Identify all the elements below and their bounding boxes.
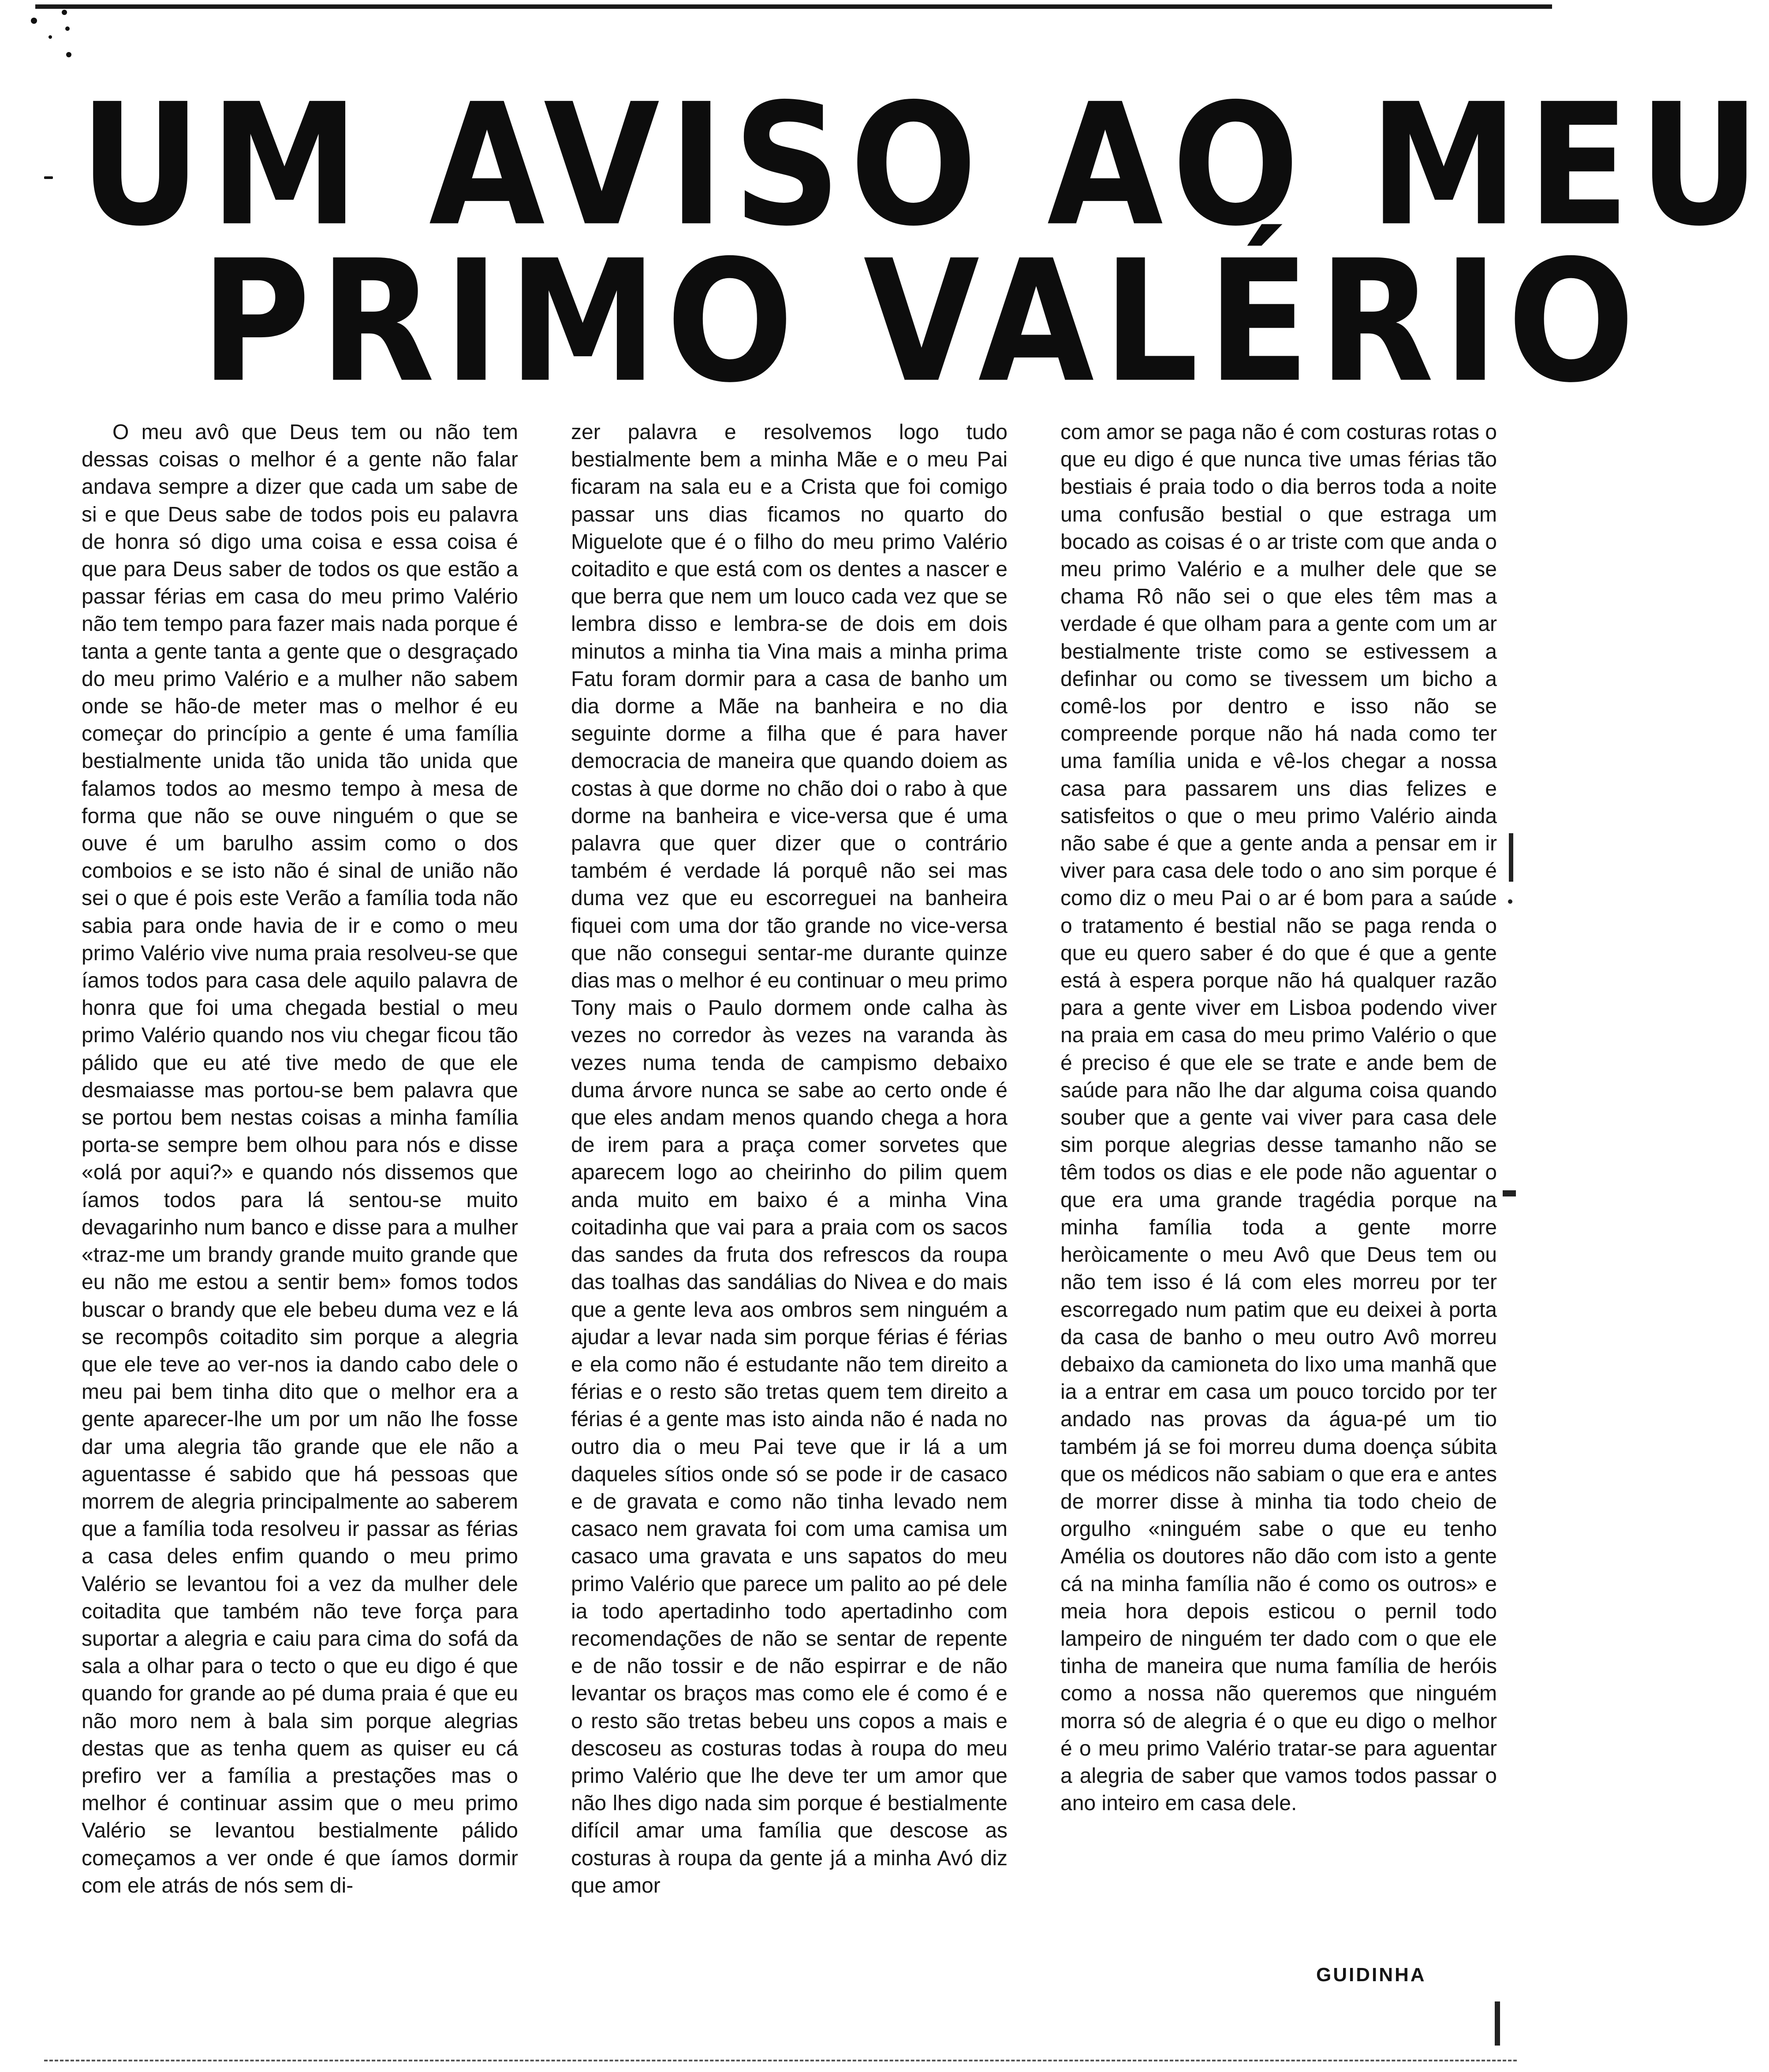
bottom-border-rule	[44, 2060, 1517, 2063]
print-speck	[44, 176, 53, 179]
headline-line-1: UM AVISO AO MEU	[79, 67, 1769, 264]
print-speck	[49, 35, 52, 39]
print-speck	[66, 52, 71, 57]
top-border-rule	[35, 4, 1552, 9]
article-column-2	[571, 419, 1008, 2028]
column-1-text: O meu avô que Deus tem ou não tem dessas coisas o melhor é a gente não falar andava sempre a dizer que cada um sabe de si e que Deus sabe de todos pois eu palavra de honra só digo uma coisa e essa coisa é que para Deus saber de todos os que estão a passar férias em casa do meu primo Valério não tem tempo para fazer mais nada porque é tanta a gente tanta a gente que o desgraçado do meu primo Valério e a mulher não sabem onde se hão-de meter mas o melhor é eu começar do princípio a gente é uma família bestialmente unida tão unida tão unida que falamos todos ao mesmo tempo à mesa de forma que não se ouve ninguém o que se ouve é um barulho assim como o dos comboios e se isto não é sinal de união não sei o que é pois este Verão a família toda não sabia para onde havia de ir e como o meu primo Valério vive numa praia resolveu-se que íamos todos para casa dele aquilo palavra de honra que foi uma chegada bestial o meu primo Valério quando nos viu chegar ficou tão pálido que eu até tive medo de que ele desmaiasse mas portou-se bem palavra que se portou bem nestas coisas a minha família porta-se sempre bem olhou para nós e disse «olá por aqui?» e quando nós dissemos que íamos todos para lá sentou-se muito devagarinho num banco e disse para a mulher «traz-me um brandy grande muito grande que eu não me estou a sentir bem» fomos todos buscar o brandy que ele bebeu duma vez e lá se recompôs coitadito sim porque a alegria que ele teve ao ver-nos ia dando cabo dele o meu pai bem tinha dito que o melhor era a gente aparecer-lhe um por um não lhe fosse dar uma alegria tão grande que ele não a aguentasse é sabido que há pessoas que morrem de alegria principalmente ao saberem que a família toda resolveu ir passar as férias a casa deles enfim quando o meu primo Valério se levantou foi a vez da mulher dele coitadita que também não teve força para suportar a alegria e caiu para cima do sofá da sala a olhar para o tecto o que eu digo é que quando for grande ao pé duma praia é que eu não moro nem à bala sim porque alegrias destas que as tenha quem as quiser eu cá prefiro ver a família a prestações mas o melhor é continuar assim que o meu primo Valério se levantou bestialmente pálido começamos a ver onde é que íamos dormir com ele atrás de nós sem di-	[82, 421, 518, 1897]
column-3-text: com amor se paga não é com costuras rotas o que eu digo é que nunca tive umas férias tão bestiais é praia todo o dia berros toda a noite uma confusão bestial o que estraga um bocado as coisas é o ar triste com que anda o meu primo Valério e a mulher dele que se chama Rô não sei o que eles têm mas a verdade é que olham para a gente com um ar bestialmente triste como se estivessem a definhar ou como se tivessem um bicho a comê-los por dentro e isso não se compreende porque não há nada como ter uma família unida e vê-los chegar a nossa casa para passarem uns dias felizes e satisfeitos o que o meu primo Valério ainda não sabe é que a gente anda a pensar em ir viver para casa dele todo o ano sim porque é como diz o meu Pai o ar é bom para a saúde o tratamento é bestial não se paga renda o que eu quero saber é do que é que a gente está à espera porque não há qualquer razão para a gente viver em Lisboa podendo viver na praia em casa do meu primo Valério o que é preciso é que ele se trate e ande bem de saúde para não lhe dar alguma coisa quando souber que a gente vai viver para casa dele sim porque alegrias desse tamanho não se têm todos os dias e ele pode não aguentar o que era uma grande tragédia porque na minha família toda a gente morre heròicamente o meu Avô que Deus tem ou não tem isso é lá com eles morreu por ter escorregado num patim que eu deixei à porta da casa de banho o meu outro Avô morreu debaixo da camioneta do lixo uma manhã que ia a entrar em casa um pouco torcido por ter andado nas provas da água-pé um tio também já se foi morreu duma doença súbita que os médicos não sabiam o que era e antes de morrer disse à minha tia todo cheio de orgulho «ninguém sabe o que eu tenho Amélia os doutores não dão com isto a gente cá na minha família não é como os outros» e meia hora depois esticou o pernil todo lampeiro de ninguém ter dado com o que ele tinha de maneira que numa família de heróis como a nossa não queremos que ninguém morra só de alegria é o que eu digo o melhor é o meu primo Valério tratar-se para aguentar a alegria de saber que vamos todos passar o ano inteiro em casa dele.	[1060, 421, 1497, 1815]
article-column-1	[82, 419, 518, 2028]
edge-mark	[1508, 899, 1512, 904]
print-speck	[31, 18, 37, 24]
print-speck	[62, 10, 67, 15]
author-signature: GUIDINHA	[1316, 1964, 1426, 1986]
print-speck	[65, 26, 70, 31]
article-body	[82, 419, 1497, 2028]
article-column-3	[1060, 419, 1497, 2028]
edge-mark	[1509, 833, 1513, 882]
headline-line-2: PRIMO VALÉRIO	[201, 224, 1644, 420]
edge-mark	[1503, 1190, 1516, 1196]
column-2-text: zer palavra e resolvemos logo tudo bestialmente bem a minha Mãe e o meu Pai ficaram na sala eu e a Crista que foi comigo passar uns dias ficamos no quarto do Miguelote que é o filho do meu primo Valério coitadito e que está com os dentes a nascer e que berra que nem um louco cada vez que se lembra disso e lembra-se de dois em dois minutos a minha tia Vina mais a minha prima Fatu foram dormir para a casa de banho um dia dorme a Mãe na banheira e no dia seguinte dorme a filha que é para haver democracia de maneira que quando doiem as costas à que dorme no chão doi o rabo à que dorme na banheira e vice-versa que é uma palavra que quer dizer que o contrário também é verdade lá porquê não sei mas duma vez que eu escorreguei na banheira fiquei com uma dor tão grande no vice-versa que não consegui sentar-me durante quinze dias mas o melhor é eu continuar o meu primo Tony mais o Paulo dormem onde calha às vezes no corredor às vezes na varanda às vezes numa tenda de campismo debaixo duma árvore nunca se sabe ao certo onde é que eles andam menos quando chega a hora de irem para a praça comer sorvetes que aparecem logo ao cheirinho do pilim quem anda muito em baixo é a minha Vina coitadinha que vai para a praia com os sacos das sandes da fruta dos refrescos da roupa das toalhas das sandálias do Nivea e do mais que a gente leva aos ombros sem ninguém a ajudar a levar nada sim porque férias é férias e ela como não é estudante não tem direito a férias e o resto são tretas quem tem direito a férias é a gente mas isto ainda não é nada no outro dia o meu Pai teve que ir lá a um daqueles sítios onde só se pode ir de casaco e de gravata e como não tinha levado nem casaco nem gravata foi com uma camisa um casaco uma gravata e uns sapatos do meu primo Valério que parece um palito ao pé dele ia todo apertadinho todo apertadinho com recomendações de não se sentar de repente e de não tossir e de não espirrar e de não levantar os braços mas como ele é como é e o resto são tretas bebeu uns copos a mais e descoseu as costuras todas à roupa do meu primo Valério que lhe deve ter um amor que não lhes digo nada sim porque é bestialmente difícil amar uma família que descose as costuras à roupa da gente já a minha Avó diz que amor	[571, 421, 1008, 1897]
